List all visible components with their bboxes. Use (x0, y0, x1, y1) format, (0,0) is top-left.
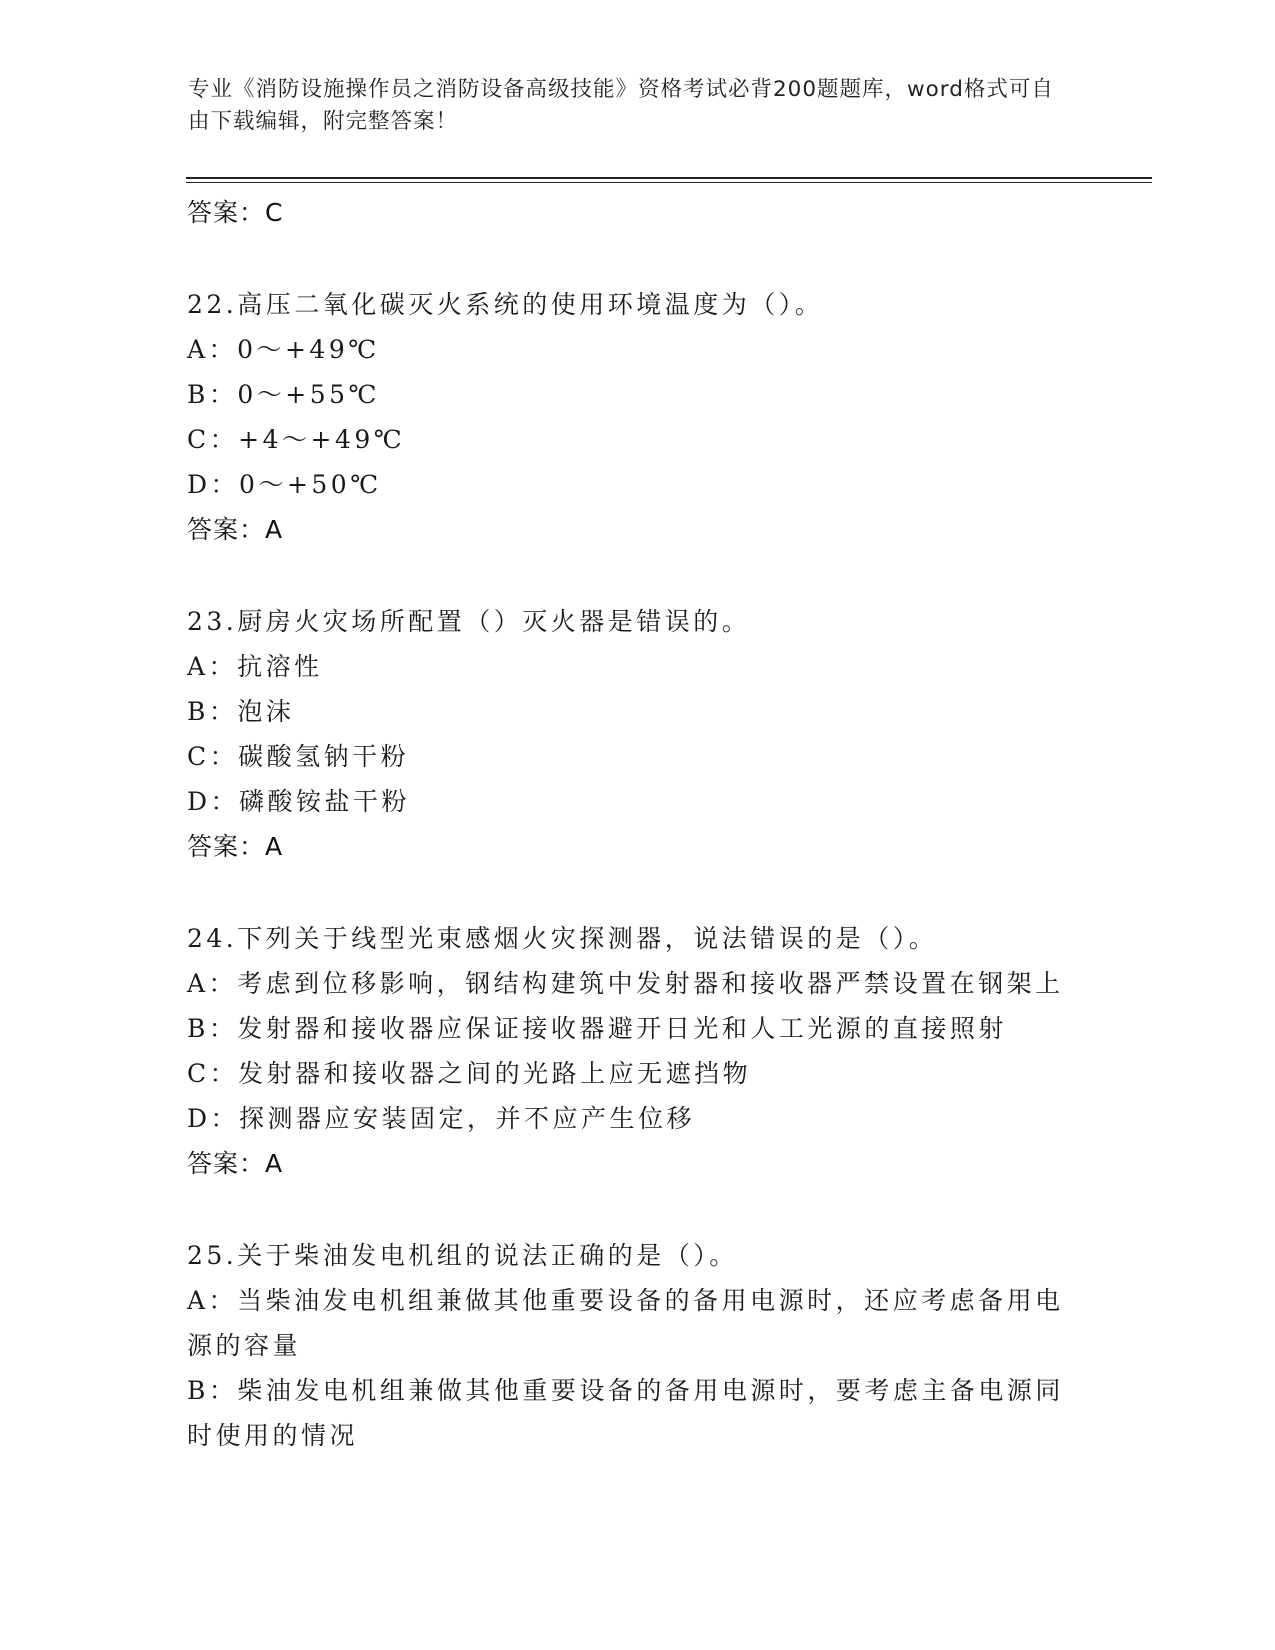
option-label: D： (187, 470, 240, 499)
option-text: 0～+55℃ (237, 380, 381, 409)
header-rule-thin (186, 182, 1152, 183)
option-a (187, 1278, 1087, 1368)
option-text: 碳酸氢钠干粉 (238, 742, 410, 771)
option-label: A： (187, 1286, 238, 1315)
option-d (187, 462, 1087, 507)
option-a (187, 644, 1087, 689)
option-a (187, 327, 1087, 372)
option-text: 发射器和接收器应保证接收器避开日光和人工光源的直接照射 (237, 1014, 1007, 1043)
option-d (187, 1096, 1087, 1141)
option-text: 发射器和接收器之间的光路上应无遮挡物 (238, 1059, 752, 1088)
option-label: C： (187, 1059, 239, 1088)
option-label: A： (187, 969, 238, 998)
option-text: 柴油发电机组兼做其他重要设备的备用电源时，要考虑主备电源同时使用的情况 (187, 1376, 1064, 1450)
option-label: C： (187, 425, 239, 454)
option-label: B： (187, 1376, 238, 1405)
option-label: B： (187, 697, 238, 726)
spacer (187, 869, 1087, 916)
option-text: +4～+49℃ (238, 425, 406, 454)
option-b (187, 1006, 1087, 1051)
option-text: 探测器应安装固定，并不应产生位移 (239, 1104, 696, 1133)
option-label: D： (187, 1104, 240, 1133)
question-stem: 24.下列关于线型光束感烟火灾探测器，说法错误的是（）。 (187, 924, 938, 953)
answer-line: 答案：A (187, 832, 284, 861)
option-text: 磷酸铵盐干粉 (239, 787, 411, 816)
option-a (187, 961, 1087, 1006)
option-b (187, 1368, 1087, 1458)
option-label: D： (187, 787, 240, 816)
option-c (187, 1051, 1087, 1096)
option-text: 0～+50℃ (239, 470, 382, 499)
option-b (187, 372, 1087, 417)
header-rule-thick (186, 177, 1152, 179)
spacer (187, 235, 1087, 282)
option-text: 0～+49℃ (237, 335, 380, 364)
question-stem: 25.关于柴油发电机组的说法正确的是（）。 (187, 1241, 738, 1270)
option-label: C： (187, 742, 239, 771)
option-b (187, 689, 1087, 734)
option-d (187, 779, 1087, 824)
option-c (187, 417, 1087, 462)
option-label: A： (187, 652, 238, 681)
answer-line: 答案：A (187, 1149, 284, 1178)
question-stem: 22.高压二氧化碳灭火系统的使用环境温度为（）。 (187, 290, 824, 319)
option-label: B： (187, 380, 238, 409)
option-text: 当柴油发电机组兼做其他重要设备的备用电源时，还应考虑备用电源的容量 (187, 1286, 1064, 1360)
document-header: 专业《消防设施操作员之消防设备高级技能》资格考试必背200题题库，word格式可自由下载编辑，附完整答案！ (188, 77, 1054, 134)
option-text: 考虑到位移影响，钢结构建筑中发射器和接收器严禁设置在钢架上 (237, 969, 1064, 998)
answer-line: 答案：C (187, 198, 284, 227)
question-list (187, 190, 1087, 1458)
option-text: 泡沫 (237, 697, 295, 726)
spacer (187, 552, 1087, 599)
answer-line: 答案：A (187, 515, 284, 544)
option-c (187, 734, 1087, 779)
question-stem: 23.厨房火灾场所配置（）灭火器是错误的。 (187, 607, 751, 636)
spacer (187, 1186, 1087, 1233)
option-label: A： (187, 335, 238, 364)
option-label: B： (187, 1014, 238, 1043)
option-text: 抗溶性 (237, 652, 323, 681)
